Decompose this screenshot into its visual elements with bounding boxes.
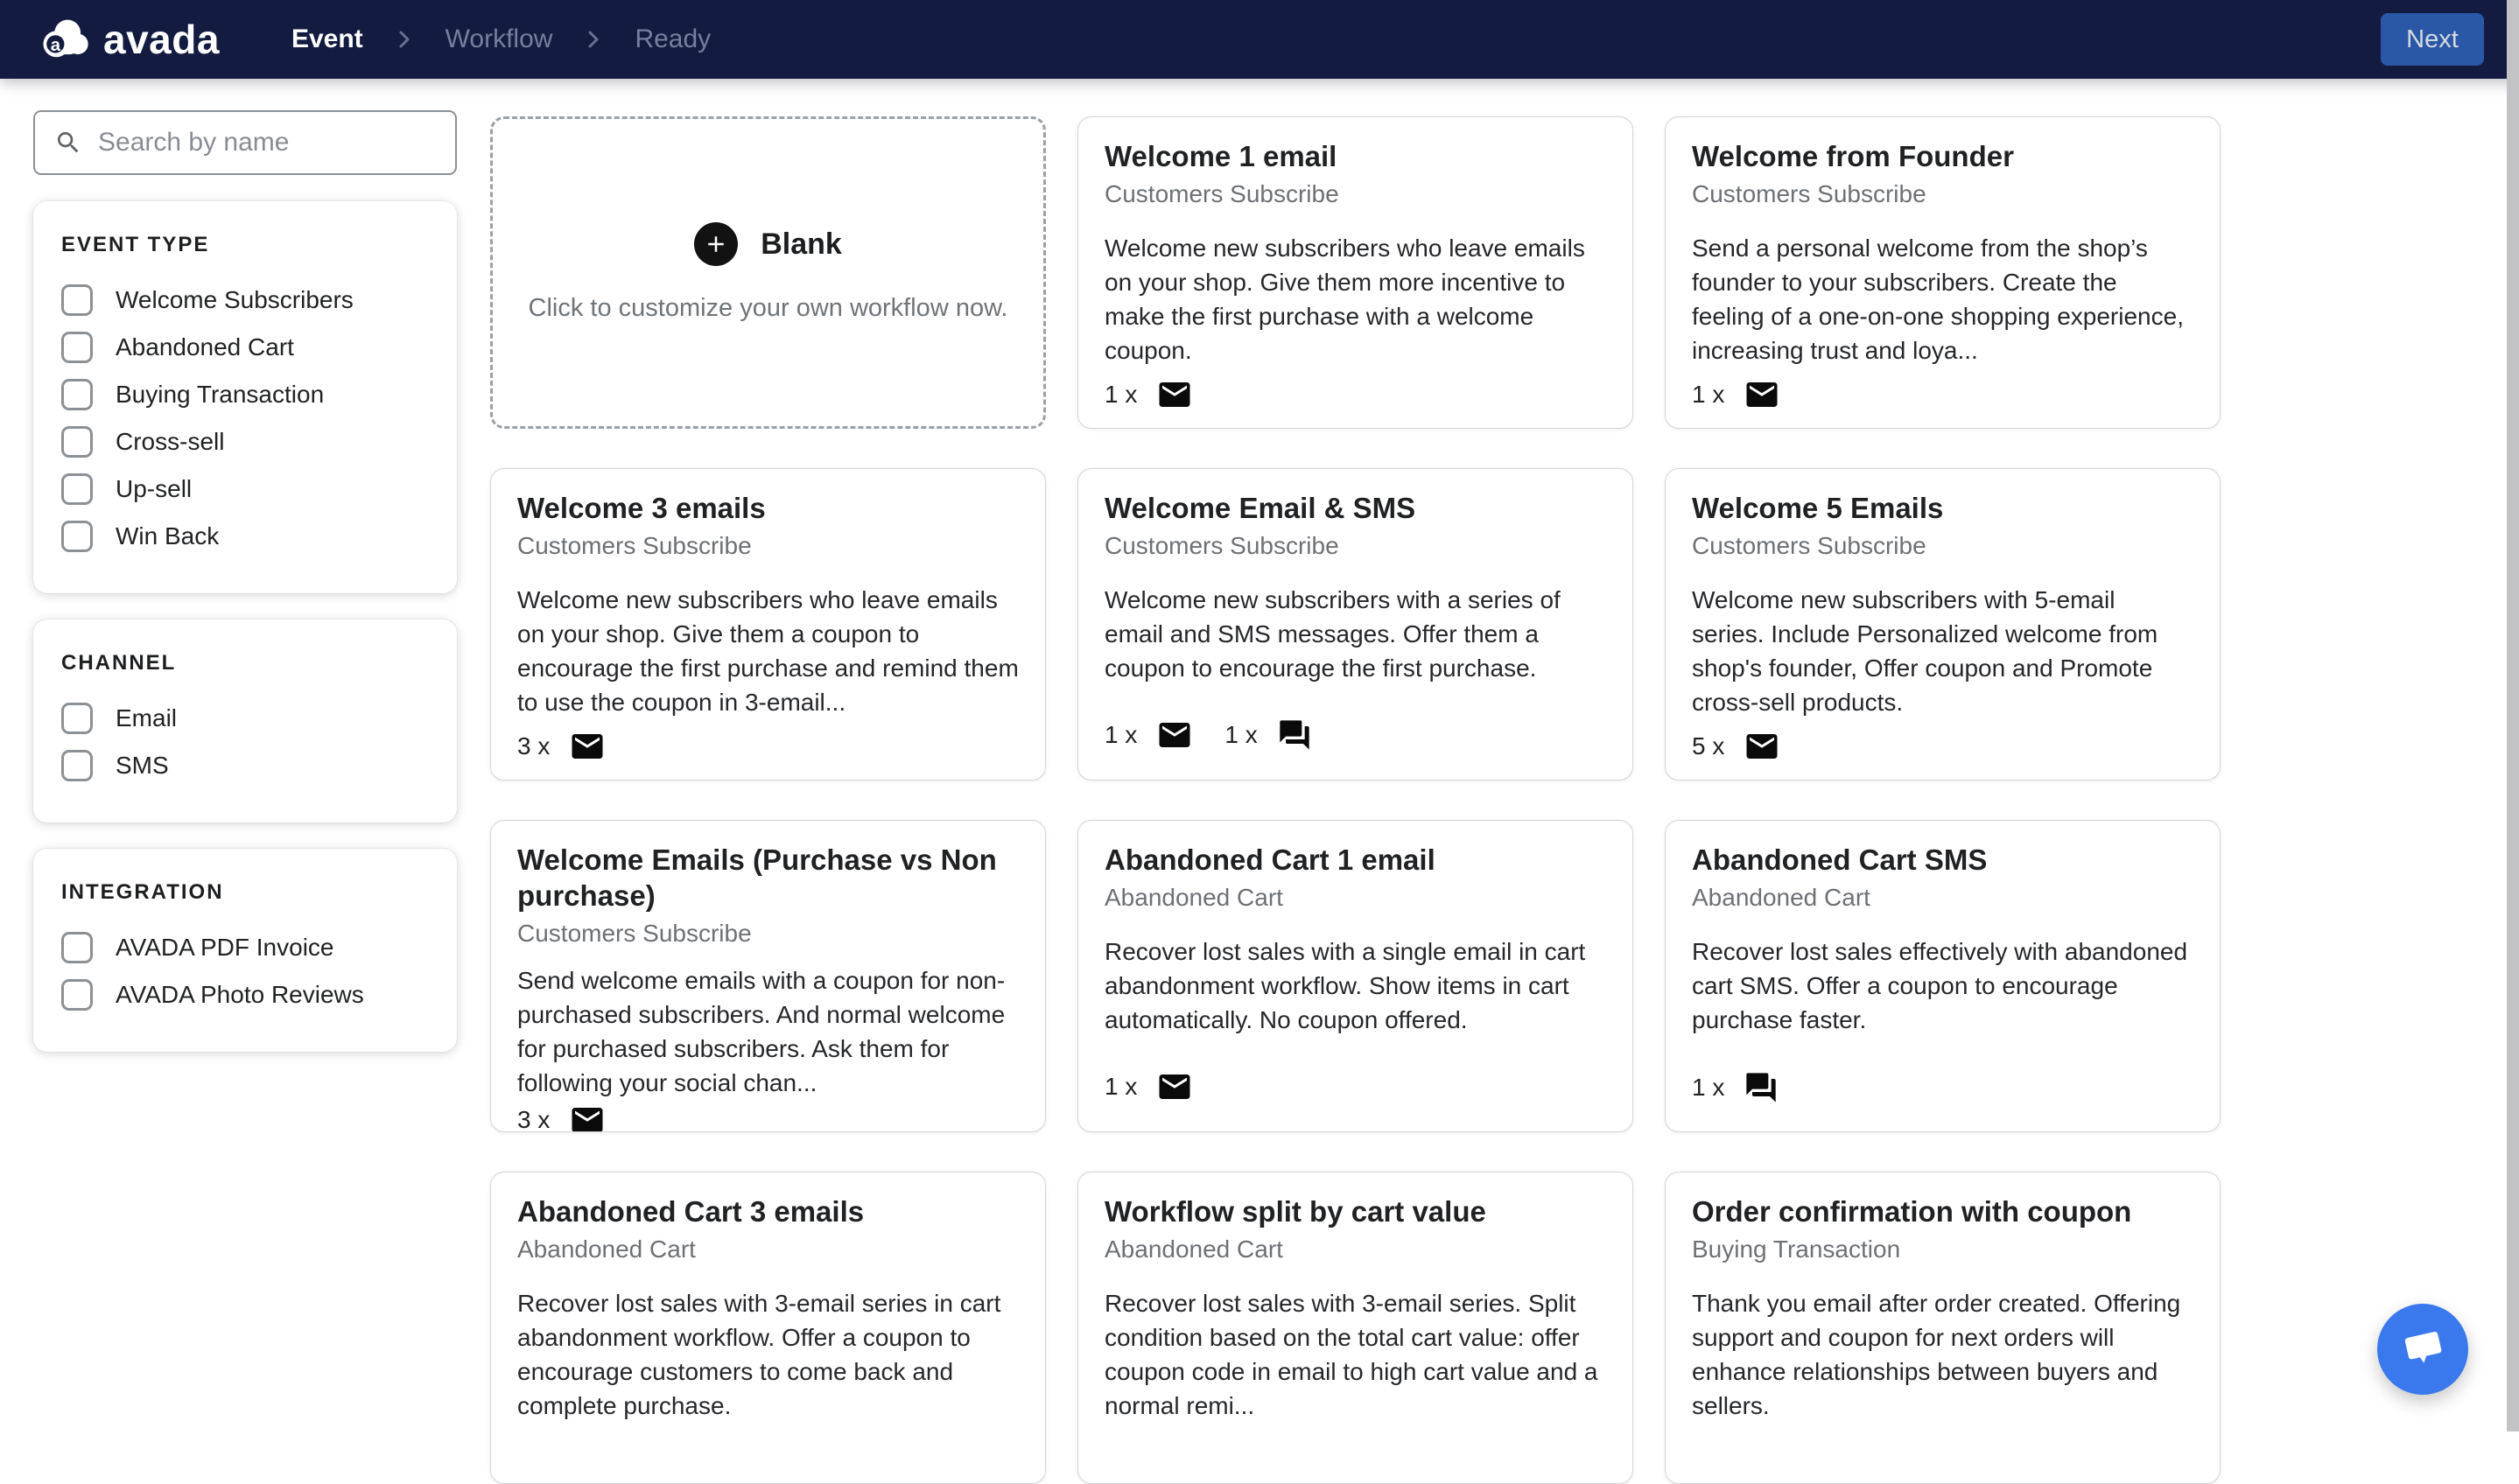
filter-option-sms[interactable]: SMS [61,742,429,789]
checkbox[interactable] [61,750,93,781]
card-event-type: Customers Subscribe [1105,180,1339,207]
filter-option-abandoned-cart[interactable]: Abandoned Cart [61,324,429,371]
filter-option-welcome-subscribers[interactable]: Welcome Subscribers [61,276,429,324]
card-event-type: Abandoned Cart [1692,884,1870,911]
card-title: Abandoned Cart 3 emails [517,1195,865,1228]
workflow-card-abandoned-cart-3-emails[interactable] [490,1172,1046,1484]
workflow-card-workflow-split-by-cart-value[interactable] [1077,1172,1633,1484]
filter-section-channel [33,620,457,822]
avada-logo-icon [37,17,93,62]
chat-bubble-icon [2394,1320,2452,1378]
card-title: Abandoned Cart 1 email [1105,844,1435,876]
search-icon [54,127,82,158]
card-event-type: Customers Subscribe [1692,180,1926,207]
card-description: Welcome new subscribers with a series of email and SMS messages. Offer them a coupon to encourage the first purchase. [1105,586,1561,682]
card-description: Recover lost sales with 3-email series. Split condition based on the total cart value: offer coupon code in email to high cart value and a normal remi... [1105,1290,1598,1419]
card-title: Workflow split by cart value [1105,1195,1486,1228]
email-icon [569,728,606,765]
email-icon [1744,376,1780,413]
brand-name: avada [103,17,220,62]
chat-widget-button[interactable] [2377,1304,2468,1395]
email-icon [1156,1068,1193,1105]
checkbox[interactable] [61,979,93,1011]
card-event-type: Abandoned Cart [1105,1236,1283,1263]
email-icon [1156,376,1193,413]
blank-card-subtitle: Click to customize your own workflow now. [528,294,1008,322]
vertical-scrollbar[interactable] [2507,0,2519,1432]
plus-icon [694,222,738,266]
workflow-card-abandoned-cart-sms[interactable] [1665,820,2221,1132]
filter-option-avada-photo-reviews[interactable]: AVADA Photo Reviews [61,971,429,1018]
badge: 5 x [1692,728,1780,765]
card-description: Welcome new subscribers who leave emails on your shop. Give them a coupon to encourage the first purchase and remind them to use the coupon in 3-email... [517,586,1019,716]
checkbox[interactable] [61,473,93,505]
chevron-right-icon [582,28,605,51]
card-title: Welcome 1 email [1105,140,1337,172]
badge: 1 x [1105,1068,1193,1105]
card-title: Abandoned Cart SMS [1692,844,1988,876]
sms-icon [1744,1070,1779,1105]
card-description: Send a personal welcome from the shop’s founder to your subscribers. Create the feeling of a one-on-one shopping experience, increasing trust and loya... [1692,234,2184,364]
filter-option-buying-transaction[interactable]: Buying Transaction [61,371,429,418]
blank-card-title: Blank [761,227,842,261]
filter-section-integration [33,849,457,1052]
checkbox[interactable] [61,521,93,552]
card-title: Welcome 5 Emails [1692,492,1944,524]
card-event-type: Customers Subscribe [517,920,752,947]
checkbox[interactable] [61,284,93,316]
search-box [33,110,457,175]
card-badges [1105,1060,1606,1117]
workflow-card-welcome-email-and-sms[interactable] [1077,468,1633,780]
checkbox[interactable] [61,426,93,458]
card-description: Recover lost sales with 3-email series in cart abandonment workflow. Offer a coupon to encourage customers to come back and complete purchase. [517,1290,1001,1419]
card-badges [1105,708,1606,766]
search-input[interactable] [98,128,436,158]
workflow-card-order-confirmation-with-coupon[interactable] [1665,1172,2221,1484]
badge: 1 x [1105,376,1193,413]
card-title: Welcome Emails (Purchase vs Non purchase) [517,844,997,912]
badge: 1 x [1105,717,1193,753]
badge: 1 x [1224,718,1311,752]
card-description: Recover lost sales with a single email in cart abandonment workflow. Show items in cart automatically. No coupon offered. [1105,938,1586,1033]
filter-section-title: EVENT TYPE [61,233,210,256]
card-badges [1105,368,1606,425]
filter-sidebar [33,110,457,1052]
breadcrumb [291,24,711,54]
workflow-card-abandoned-cart-1-email[interactable] [1077,820,1633,1132]
card-event-type: Abandoned Cart [1105,884,1283,911]
badge: 3 x [517,728,606,765]
card-description: Thank you email after order created. Offering support and coupon for next orders will enhance relationships between buyers and sellers. [1692,1290,2181,1419]
top-nav-bar [0,0,2519,79]
filter-section-title: CHANNEL [61,651,177,675]
chevron-right-icon [393,28,416,51]
card-event-type: Buying Transaction [1692,1236,1901,1263]
checkbox[interactable] [61,932,93,963]
workflow-card-welcome-emails-purchase-vs-non-purchase[interactable] [490,820,1046,1132]
card-title: Welcome 3 emails [517,492,766,524]
card-description: Welcome new subscribers who leave emails on your shop. Give them more incentive to make the first purchase with a welcome coupon. [1105,234,1585,364]
filter-option-up-sell[interactable]: Up-sell [61,466,429,513]
card-event-type: Customers Subscribe [517,532,752,559]
filter-option-avada-pdf-invoice[interactable]: AVADA PDF Invoice [61,924,429,971]
filter-option-cross-sell[interactable]: Cross-sell [61,418,429,466]
card-event-type: Customers Subscribe [1105,532,1339,559]
workflow-template-grid [490,116,2223,1484]
email-icon [1744,728,1780,765]
email-icon [1156,717,1193,753]
card-event-type: Abandoned Cart [517,1236,696,1263]
filter-section-title: INTEGRATION [61,880,224,904]
filter-option-win-back[interactable]: Win Back [61,513,429,560]
card-badges [1692,368,2193,425]
card-badges [517,719,1019,777]
svg-text:a: a [50,35,60,55]
workflow-card-welcome-3-emails[interactable] [490,468,1046,780]
sms-icon [1277,718,1312,752]
workflow-card-welcome-from-founder[interactable] [1665,116,2221,429]
card-description: Recover lost sales effectively with abandoned cart SMS. Offer a coupon to encourage purchase faster. [1692,938,2188,1033]
breadcrumb-step-workflow[interactable]: Workflow [445,24,553,53]
email-icon [569,1102,606,1132]
workflow-card-welcome-1-email[interactable] [1077,116,1633,429]
card-badges [1692,719,2193,777]
next-button[interactable]: Next [2381,13,2484,66]
checkbox[interactable] [61,332,93,363]
badge: 1 x [1692,1070,1779,1105]
card-title: Order confirmation with coupon [1692,1195,2132,1228]
card-badges [1692,1061,2193,1117]
checkbox[interactable] [61,379,93,410]
breadcrumb-step-event[interactable]: Event [291,24,363,53]
card-badges [517,1100,1019,1132]
checkbox[interactable] [61,703,93,734]
filter-option-email[interactable]: Email [61,695,429,742]
card-event-type: Customers Subscribe [1692,532,1926,559]
card-description: Send welcome emails with a coupon for non-purchased subscribers. And normal welcome for purchased subscribers. Ask them for following your social chan... [517,967,1006,1096]
badge: 3 x [517,1102,606,1132]
card-title: Welcome Email & SMS [1105,492,1416,524]
blank-workflow-card[interactable] [490,116,1046,429]
filter-section-event-type [33,201,457,593]
badge: 1 x [1692,376,1780,413]
card-title: Welcome from Founder [1692,140,2014,172]
workflow-card-welcome-5-emails[interactable] [1665,468,2221,780]
breadcrumb-step-ready[interactable]: Ready [635,24,712,53]
card-description: Welcome new subscribers with 5-email series. Include Personalized welcome from shop's founder, Offer coupon and Promote cross-sell products. [1692,586,2158,716]
brand-logo [37,16,220,63]
